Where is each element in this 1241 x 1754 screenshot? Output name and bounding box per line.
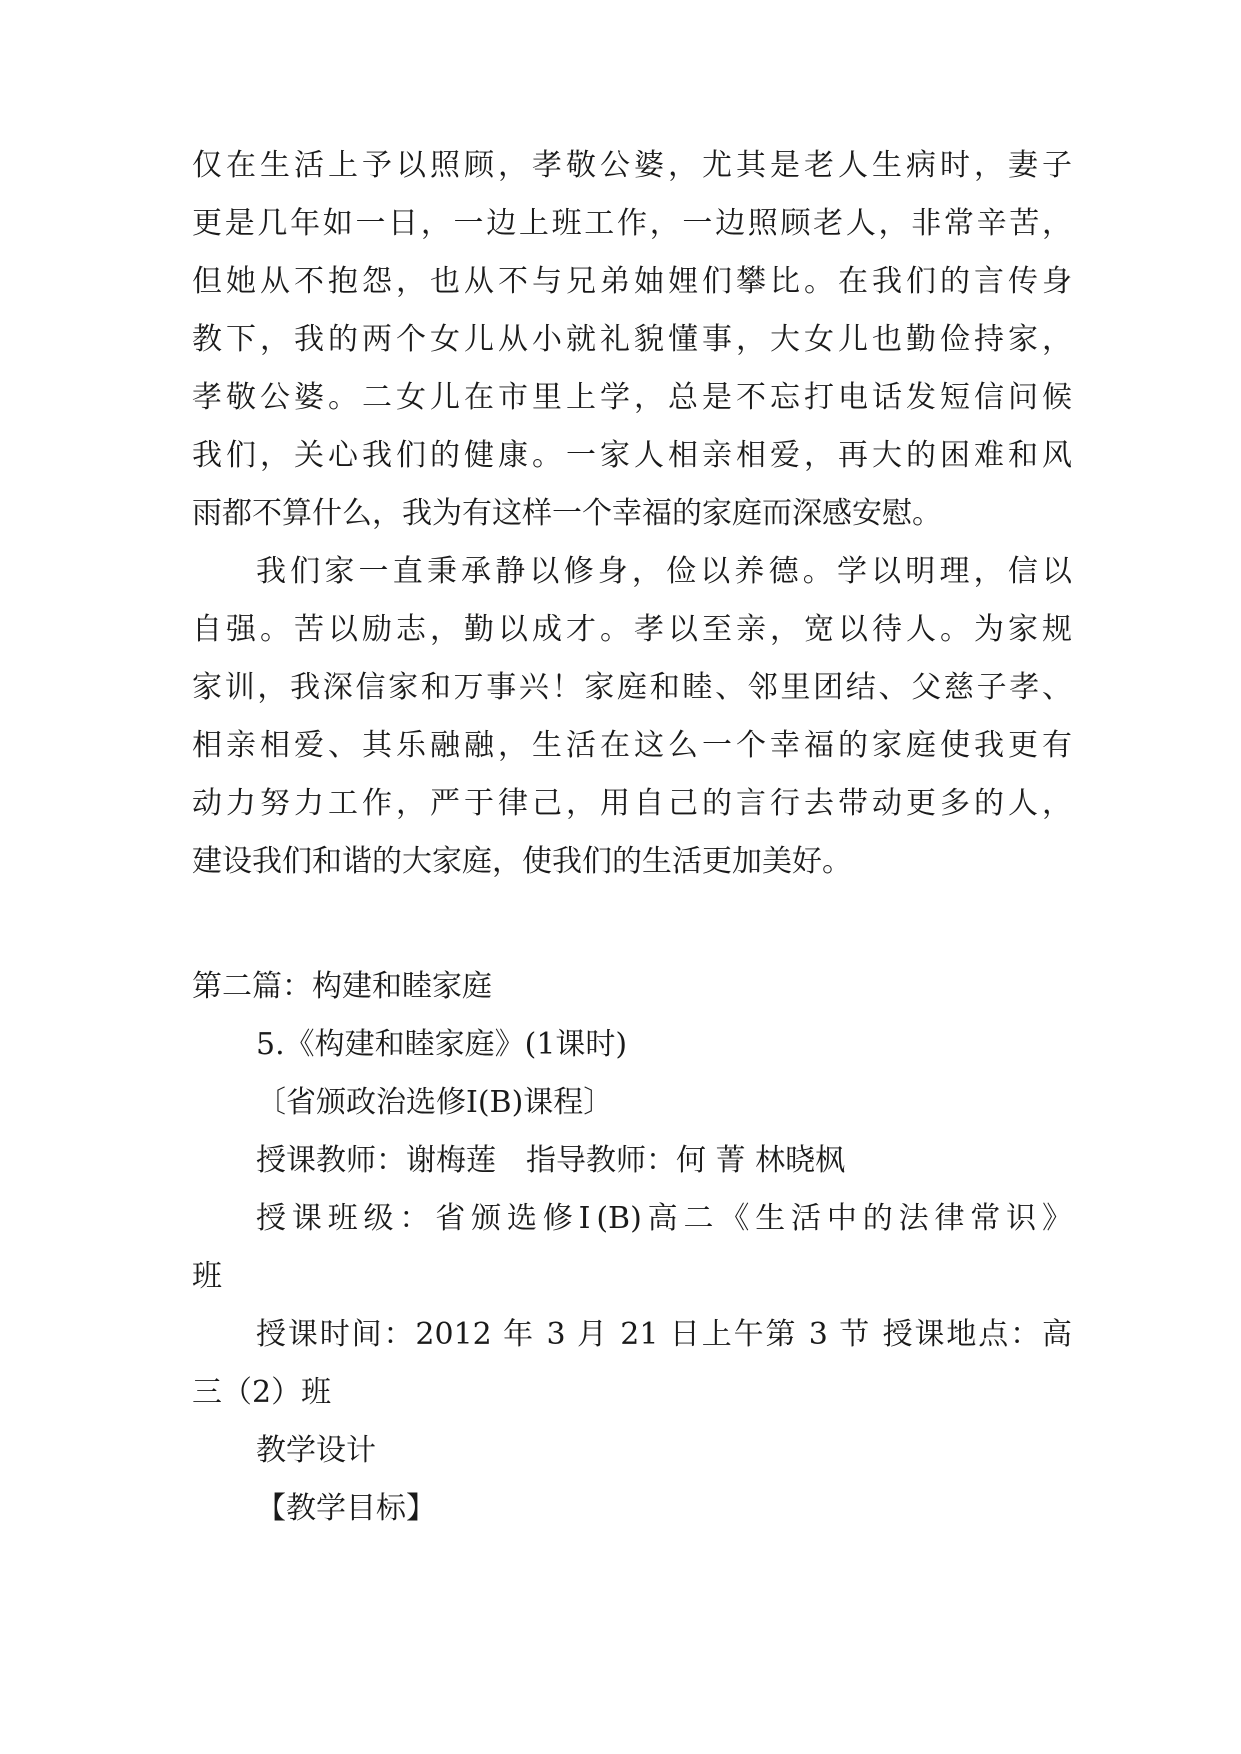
lesson-design: 教学设计 bbox=[256, 1433, 376, 1468]
paragraph2-line-4: 相亲相爱、其乐融融，生活在这么一个幸福的家庭使我更有 bbox=[192, 728, 1072, 763]
paragraph2-line-1: 我们家一直秉承静以修身，俭以养德。学以明理，信以 bbox=[256, 554, 1072, 589]
lesson-class-line-2: 班 bbox=[192, 1259, 222, 1294]
paragraph1-line-6: 我们，关心我们的健康。一家人相亲相爱，再大的困难和风 bbox=[192, 438, 1072, 473]
lesson-title: 5.《构建和睦家庭》(1课时) bbox=[256, 1027, 628, 1062]
paragraph1-line-5: 孝敬公婆。二女儿在市里上学，总是不忘打电话发短信问候 bbox=[192, 380, 1072, 415]
section-title: 第二篇：构建和睦家庭 bbox=[192, 969, 492, 1004]
lesson-objectives: 【教学目标】 bbox=[256, 1491, 436, 1526]
lesson-course: 〔省颁政治选修Ⅰ(B)课程〕 bbox=[256, 1085, 614, 1120]
lesson-teachers: 授课教师：谢梅莲 指导教师：何 菁 林晓枫 bbox=[256, 1143, 846, 1178]
lesson-time-line-2: 三（2）班 bbox=[192, 1375, 332, 1410]
lesson-class-line-1: 授课班级：省颁选修Ⅰ(B)高二《生活中的法律常识》 bbox=[256, 1201, 1072, 1236]
paragraph2-line-6: 建设我们和谐的大家庭，使我们的生活更加美好。 bbox=[192, 844, 852, 879]
paragraph2-line-5: 动力努力工作，严于律己，用自己的言行去带动更多的人， bbox=[192, 786, 1072, 821]
paragraph1-line-7: 雨都不算什么，我为有这样一个幸福的家庭而深感安慰。 bbox=[192, 496, 942, 531]
paragraph2-line-3: 家训，我深信家和万事兴！家庭和睦、邻里团结、父慈子孝、 bbox=[192, 670, 1072, 705]
lesson-time-line-1: 授课时间：2012 年 3 月 21 日上午第 3 节 授课地点：高 bbox=[256, 1317, 1072, 1352]
paragraph2-line-2: 自强。苦以励志，勤以成才。孝以至亲，宽以待人。为家规 bbox=[192, 612, 1072, 647]
paragraph1-line-2: 更是几年如一日，一边上班工作，一边照顾老人，非常辛苦， bbox=[192, 206, 1072, 241]
paragraph1-line-4: 教下，我的两个女儿从小就礼貌懂事，大女儿也勤俭持家， bbox=[192, 322, 1072, 357]
paragraph1-line-1: 仅在生活上予以照顾，孝敬公婆，尤其是老人生病时，妻子 bbox=[192, 148, 1072, 183]
paragraph1-line-3: 但她从不抱怨，也从不与兄弟妯娌们攀比。在我们的言传身 bbox=[192, 264, 1072, 299]
